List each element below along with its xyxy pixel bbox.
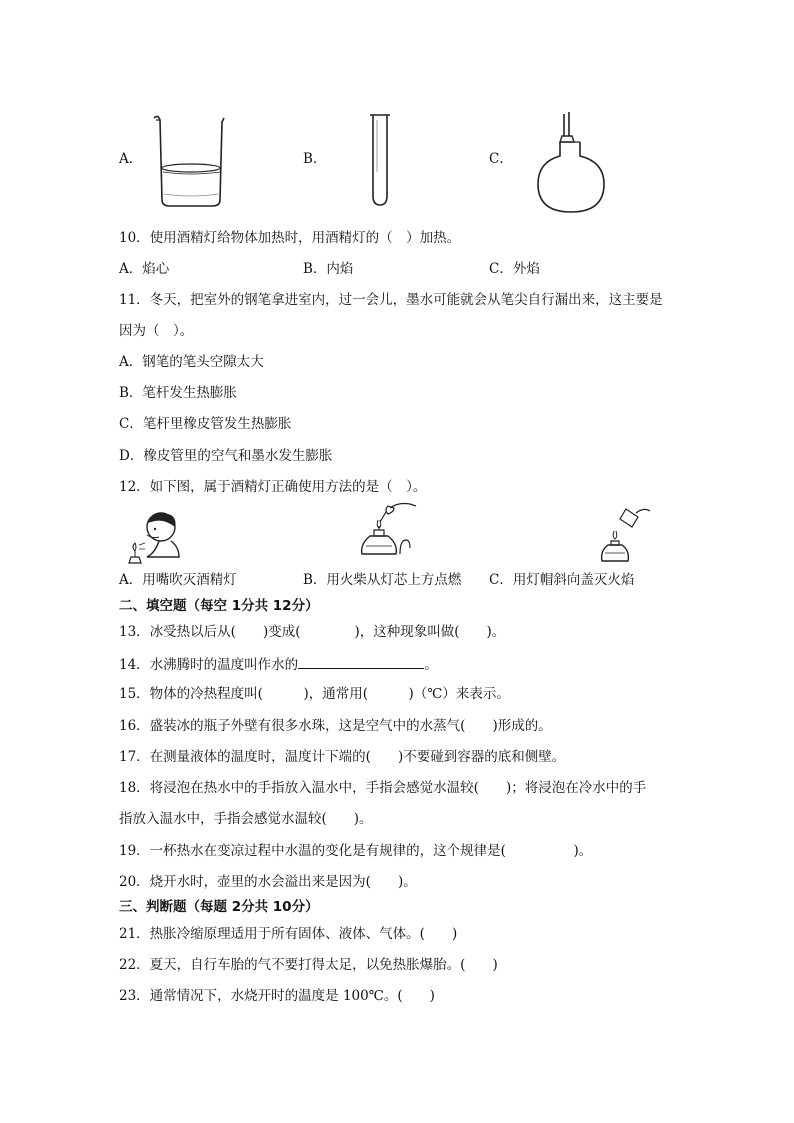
question-22: 22．夏天，自行车胎的气不要打得太足，以免热胀爆胎。( ): [119, 957, 498, 973]
question-19: 19．一杯热水在变凉过程中水温的变化是有规律的，这个规律是( )。: [119, 843, 593, 859]
question-21: 21．热胀冷缩原理适用于所有固体、液体、气体。( ): [119, 926, 458, 942]
q9-option-c: C．: [489, 151, 513, 167]
question-23: 23．通常情况下，水烧开时的温度是 100℃。( ): [119, 988, 435, 1004]
question-11-stem-line1: 11．冬天，把室外的钢笔拿进室内，过一会儿，墨水可能就会从笔尖自行漏出来，这主要是: [119, 292, 663, 308]
q9-option-a: A．: [119, 151, 143, 167]
q11-option-d: D．橡皮管里的空气和墨水发生膨胀: [119, 448, 333, 464]
blowing-lamp-image: [125, 505, 185, 565]
answer-blank: [298, 654, 424, 669]
q12-option-b: B．用火柴从灯芯上方点燃: [303, 572, 462, 588]
test-tube-image: [368, 112, 392, 208]
question-16: 16．盛装冰的瓶子外壁有很多水珠，这是空气中的水蒸气( )形成的。: [119, 718, 552, 734]
beaker-image: [150, 110, 230, 210]
question-10-stem: 10．使用酒精灯给物体加热时，用酒精灯的（ ）加热。: [119, 230, 461, 246]
question-14: [119, 654, 438, 674]
match-lighting-image: [350, 500, 420, 562]
q12-option-a: A．用嘴吹灭酒精灯: [119, 572, 237, 588]
round-flask-image: [536, 110, 606, 216]
q12-option-c: C．用灯帽斜向盖灭火焰: [489, 572, 635, 588]
question-14-suffix: 。: [424, 657, 438, 673]
q10-option-b: B．内焰: [303, 261, 354, 277]
question-15: 15．物体的冷热程度叫( )，通常用( )（℃）来表示。: [119, 686, 510, 702]
section-2-title: 二、填空题（每空 1分共 12分）: [119, 598, 319, 614]
question-12-stem: 12．如下图，属于酒精灯正确使用方法的是（ ）。: [119, 479, 427, 495]
q11-option-a: A．钢笔的笔头空隙太大: [119, 354, 264, 370]
question-13: 13．冰受热以后从( )变成( )，这种现象叫做( )。: [119, 624, 506, 640]
question-11-stem-line2: 因为（ ）。: [119, 323, 194, 339]
question-17: 17．在测量液体的温度时，温度计下端的( )不要碰到容器的底和侧壁。: [119, 749, 566, 765]
q10-option-c: C．外焰: [489, 261, 540, 277]
q9-option-b: B．: [303, 151, 327, 167]
question-18-line1: 18．将浸泡在热水中的手指放入温水中，手指会感觉水温较( )；将浸泡在冷水中的手: [119, 780, 647, 796]
section-3-title: 三、判断题（每题 2分共 10分）: [119, 899, 319, 915]
question-14-prefix: 14．水沸腾时的温度叫作水的: [119, 657, 299, 673]
q11-option-c: C．笔杆里橡皮管发生热膨胀: [119, 416, 292, 432]
cap-extinguish-image: [600, 505, 652, 565]
question-20: 20．烧开水时，壶里的水会溢出来是因为( )。: [119, 874, 417, 890]
q10-option-a: A．焰心: [119, 261, 170, 277]
question-18-line2: 指放入温水中，手指会感觉水温较( )。: [119, 811, 373, 827]
q11-option-b: B．笔杆发生热膨胀: [119, 385, 237, 401]
